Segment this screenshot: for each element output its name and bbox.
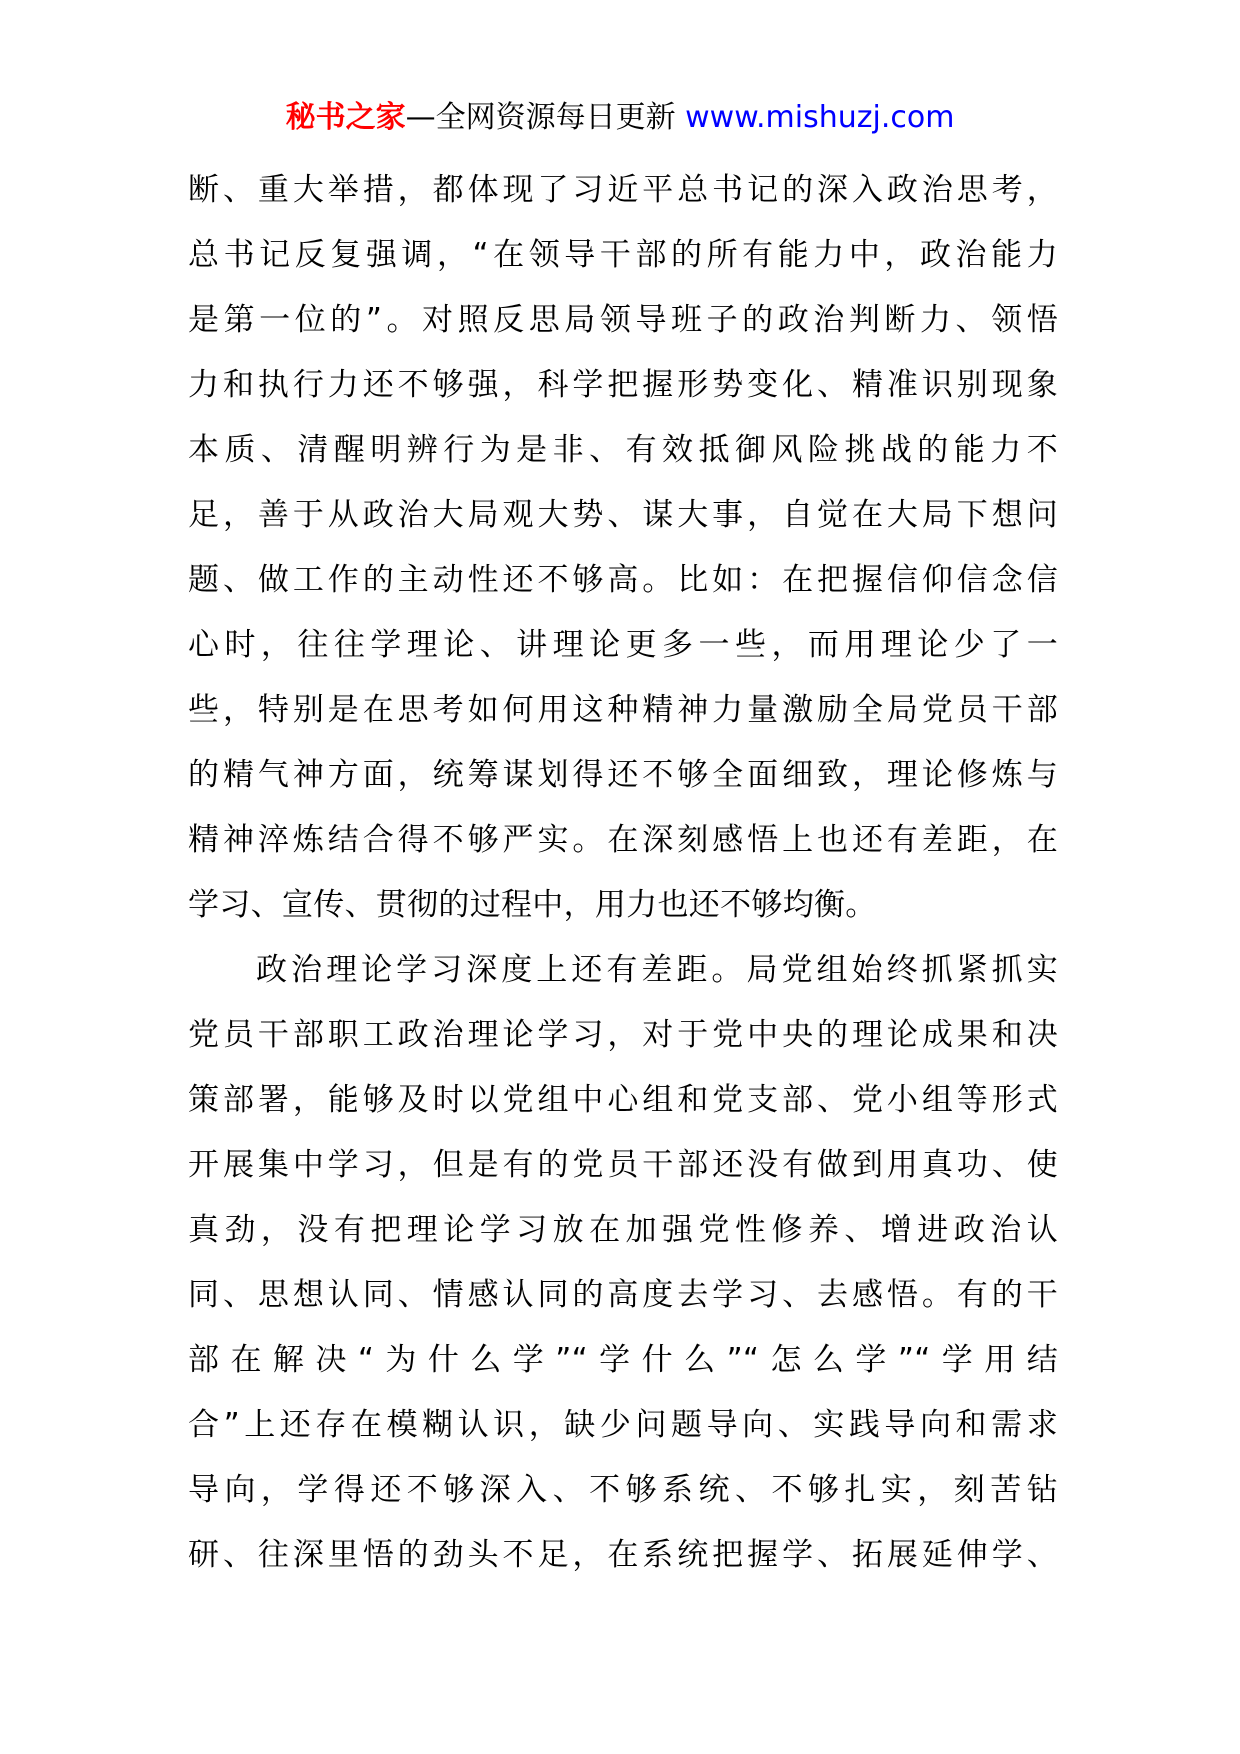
text-line: 导向，学得还不够深入、不够系统、不够扎实，刻苦钻 bbox=[188, 1472, 1058, 1508]
paragraph bbox=[188, 938, 1058, 1588]
text-line: 学习、宣传、贯彻的过程中，用力也还不够均衡。 bbox=[188, 887, 877, 923]
text-line: 断、重大举措，都体现了习近平总书记的深入政治思考， bbox=[188, 172, 1058, 208]
text-line: 心时，往往学理论、讲理论更多一些，而用理论少了一 bbox=[188, 627, 1058, 663]
text-line: 党员干部职工政治理论学习，对于党中央的理论成果和决 bbox=[188, 1017, 1058, 1053]
text-line: 精神淬炼结合得不够严实。在深刻感悟上也还有差距，在 bbox=[188, 822, 1058, 858]
text-line: 策部署，能够及时以党组中心组和党支部、党小组等形式 bbox=[188, 1082, 1058, 1118]
text-line: 些，特别是在思考如何用这种精神力量激励全局党员干部 bbox=[188, 692, 1058, 728]
text-line: 本质、清醒明辨行为是非、有效抵御风险挑战的能力不 bbox=[188, 432, 1058, 468]
text-line: 总书记反复强调，“在领导干部的所有能力中，政治能力 bbox=[188, 237, 1058, 273]
header-tagline: —全网资源每日更新 bbox=[405, 100, 676, 135]
site-url-link[interactable]: www.mishuzj.com bbox=[685, 100, 955, 135]
text-line: 题、做工作的主动性还不够高。比如：在把握信仰信念信 bbox=[188, 562, 1058, 598]
text-line: 开展集中学习，但是有的党员干部还没有做到用真功、使 bbox=[188, 1147, 1058, 1183]
document-body bbox=[188, 158, 1058, 1588]
text-line: 的精气神方面，统筹谋划得还不够全面细致，理论修炼与 bbox=[188, 757, 1058, 793]
text-line: 真劲，没有把理论学习放在加强党性修养、增进政治认 bbox=[188, 1212, 1058, 1248]
brand-name: 秘书之家 bbox=[285, 100, 406, 135]
text-line: 同、思想认同、情感认同的高度去学习、去感悟。有的干 bbox=[188, 1277, 1058, 1313]
text-line: 足，善于从政治大局观大势、谋大事，自觉在大局下想问 bbox=[188, 497, 1058, 533]
paragraph bbox=[188, 158, 1058, 938]
text-line: 研、往深里悟的劲头不足，在系统把握学、拓展延伸学、 bbox=[188, 1537, 1058, 1573]
text-line: 合”上还存在模糊认识，缺少问题导向、实践导向和需求 bbox=[188, 1407, 1058, 1443]
text-line: 力和执行力还不够强，科学把握形势变化、精准识别现象 bbox=[188, 367, 1058, 403]
text-line: 政治理论学习深度上还有差距。局党组始终抓紧抓实 bbox=[256, 952, 1058, 988]
site-header bbox=[0, 98, 1240, 138]
text-line: 部在解决“为什么学”“学什么”“怎么学”“学用结 bbox=[188, 1342, 1058, 1378]
text-line: 是第一位的”。对照反思局领导班子的政治判断力、领悟 bbox=[188, 302, 1058, 338]
